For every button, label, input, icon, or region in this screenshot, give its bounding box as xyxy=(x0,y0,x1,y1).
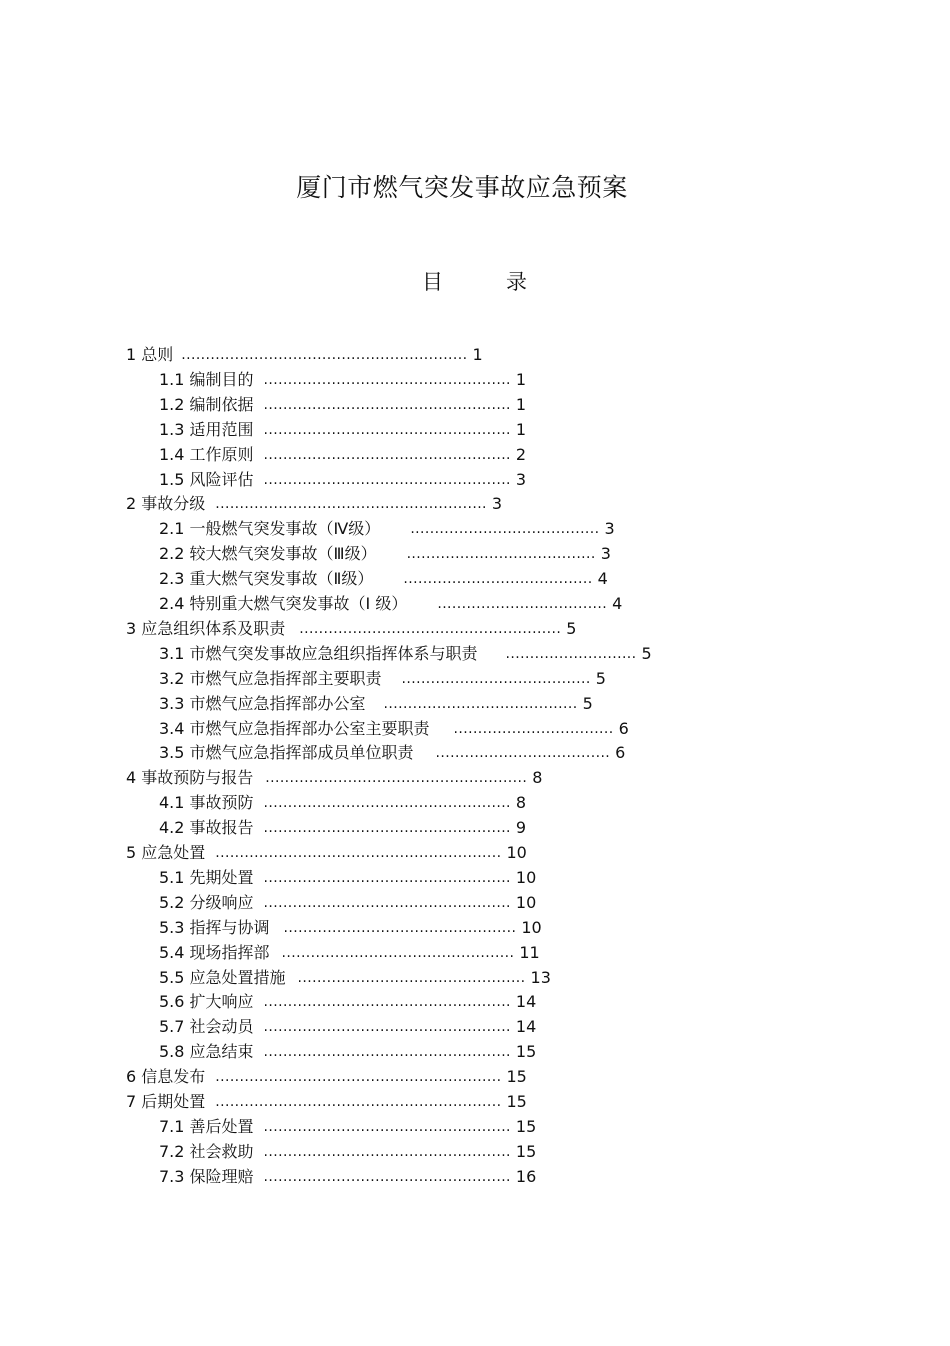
toc-entry-label: 5.4 现场指挥部 xyxy=(159,942,270,962)
toc-chapter[interactable] xyxy=(126,842,527,864)
toc-entry-label: 1.5 风险评估 xyxy=(159,469,254,489)
toc-entry-page: 15 xyxy=(515,1116,537,1136)
toc-entry-page: 10 xyxy=(515,892,537,912)
toc-leader-dots: ........................................................... xyxy=(215,1094,502,1110)
toc-leader-dots: ........................................................ xyxy=(215,496,487,513)
toc-section[interactable] xyxy=(159,419,526,441)
toc-leader-dots: ........................................ xyxy=(383,695,578,712)
toc-leader-dots: ................................................... xyxy=(263,820,511,837)
toc-entry-page: 15 xyxy=(515,1141,537,1161)
toc-entry-label: 2.4 特别重大燃气突发事故（Ⅰ 级） xyxy=(159,594,408,613)
toc-leader-dots: ................................................... xyxy=(263,371,511,388)
toc-section[interactable] xyxy=(159,668,606,690)
toc-leader-dots: ................................................... xyxy=(263,396,511,413)
toc-entry-label: 5 应急处置 xyxy=(126,843,206,862)
toc-section[interactable] xyxy=(159,1016,536,1038)
toc-leader-dots: ................................................... xyxy=(263,421,511,438)
toc-leader-dots: ........................................................... xyxy=(215,1069,502,1086)
toc-leader-dots: ................................................... xyxy=(263,446,511,463)
toc-section[interactable] xyxy=(159,1166,536,1188)
toc-entry-label: 6 信息发布 xyxy=(126,1067,206,1087)
toc-section[interactable] xyxy=(159,942,540,964)
toc-entry-label: 3.2 市燃气应急指挥部主要职责 xyxy=(159,668,382,688)
toc-chapter[interactable] xyxy=(126,767,542,789)
toc-leader-dots: ................................................... xyxy=(263,894,511,911)
toc-entry-label: 2.3 重大燃气突发事故（Ⅱ级） xyxy=(159,569,374,589)
toc-entry-label: 5.8 应急结束 xyxy=(159,1042,254,1062)
toc-leader-dots: ........................................................... xyxy=(181,347,468,363)
toc-leader-dots: ............................................... xyxy=(297,969,526,986)
toc-section[interactable] xyxy=(159,593,622,615)
toc-entry-label: 1.2 编制依据 xyxy=(159,394,254,414)
toc-leader-dots: ................................................... xyxy=(263,1168,511,1185)
toc-entry-label: 1 总则 xyxy=(126,345,174,364)
toc-leader-dots: ................................................... xyxy=(263,1044,511,1061)
toc-entry-label: 4.2 事故报告 xyxy=(159,818,254,838)
toc-entry-label: 7.2 社会救助 xyxy=(159,1141,254,1161)
toc-entry-page: 2 xyxy=(515,444,527,464)
toc-section[interactable] xyxy=(159,892,536,914)
toc-leader-dots: .................................... xyxy=(435,745,611,762)
toc-entry-label: 7.1 善后处置 xyxy=(159,1116,254,1136)
toc-entry-page: 15 xyxy=(515,1042,537,1062)
toc-leader-dots: ........................................................... xyxy=(215,845,502,861)
toc-leader-dots: ....................................... xyxy=(406,546,596,563)
toc-entry-page: 3 xyxy=(515,469,527,489)
toc-entry-page: 1 xyxy=(472,345,483,364)
toc-entry-page: 3 xyxy=(600,544,611,564)
toc-entry-page: 1 xyxy=(515,369,527,389)
toc-entry-page: 14 xyxy=(515,1017,537,1037)
toc-entry-label: 3.3 市燃气应急指挥部办公室 xyxy=(159,693,366,713)
toc-chapter[interactable] xyxy=(126,344,483,366)
toc-entry-page: 15 xyxy=(506,1092,527,1111)
toc-section[interactable] xyxy=(159,991,536,1013)
toc-entry-label: 1.1 编制目的 xyxy=(159,369,254,389)
toc-entry-page: 5 xyxy=(582,693,593,713)
toc-entry-page: 8 xyxy=(532,768,543,788)
toc-leader-dots: ................................................ xyxy=(283,919,517,936)
toc-entry-label: 5.3 指挥与协调 xyxy=(159,917,270,937)
toc-section[interactable] xyxy=(159,792,526,814)
toc-entry-label: 5.5 应急处置措施 xyxy=(159,967,286,987)
toc-chapter[interactable] xyxy=(126,618,576,640)
toc-entry-page: 11 xyxy=(519,942,540,962)
toc-entry-label: 2.1 一般燃气突发事故（Ⅳ级） xyxy=(159,519,381,539)
toc-entry-page: 4 xyxy=(612,594,623,613)
toc-leader-dots: ....................................... xyxy=(401,670,591,687)
toc-section[interactable] xyxy=(159,643,652,665)
toc-entry-label: 5.2 分级响应 xyxy=(159,892,254,912)
toc-entry-label: 5.7 社会动员 xyxy=(159,1017,254,1037)
toc-entry-page: 10 xyxy=(521,917,542,937)
document-title: 厦门市燃气突发事故应急预案 xyxy=(296,173,628,202)
toc-section[interactable] xyxy=(159,742,625,764)
toc-entry-page: 4 xyxy=(597,569,608,589)
toc-entry-page: 1 xyxy=(515,394,527,414)
toc-leader-dots: ................................................... xyxy=(263,994,511,1011)
toc-chapter[interactable] xyxy=(126,1066,527,1088)
toc-section[interactable] xyxy=(159,817,526,839)
toc-heading-right: 录 xyxy=(506,270,527,294)
toc-leader-dots: ................................................... xyxy=(263,795,511,812)
toc-section[interactable] xyxy=(159,518,615,540)
toc-section[interactable] xyxy=(159,369,526,391)
toc-leader-dots: ................................................ xyxy=(281,944,515,961)
toc-entry-label: 3.4 市燃气应急指挥部办公室主要职责 xyxy=(159,718,430,738)
toc-entry-page: 5 xyxy=(641,643,652,663)
toc-section[interactable] xyxy=(159,1116,536,1138)
toc-entry-page: 14 xyxy=(515,992,537,1012)
toc-entry-label: 3 应急组织体系及职责 xyxy=(126,618,286,638)
toc-entry-label: 5.1 先期处置 xyxy=(159,867,254,887)
toc-entry-page: 6 xyxy=(618,718,629,738)
toc-heading-left: 目 xyxy=(422,270,443,294)
toc-entry-page: 9 xyxy=(515,818,527,838)
toc-heading xyxy=(0,266,950,296)
toc-entry-label: 5.6 扩大响应 xyxy=(159,992,254,1012)
toc-section[interactable] xyxy=(159,543,611,565)
toc-entry-label: 2.2 较大燃气突发事故（Ⅲ级） xyxy=(159,544,377,564)
toc-leader-dots: ...................................................... xyxy=(265,770,528,787)
toc-leader-dots: ...................................................... xyxy=(299,620,562,637)
toc-leader-dots: ................................................... xyxy=(263,1118,511,1135)
toc-entry-page: 16 xyxy=(515,1166,537,1186)
toc-section[interactable] xyxy=(159,917,542,939)
toc-section[interactable] xyxy=(159,394,526,416)
toc-leader-dots: ................................................... xyxy=(263,869,511,886)
toc-entry-label: 3.1 市燃气突发事故应急组织指挥体系与职责 xyxy=(159,643,478,663)
toc-entry-label: 1.4 工作原则 xyxy=(159,444,254,464)
toc-section[interactable] xyxy=(159,469,526,491)
toc-leader-dots: ................................................... xyxy=(263,1143,511,1160)
toc-entry-label: 7 后期处置 xyxy=(126,1092,206,1111)
toc-entry-page: 3 xyxy=(491,494,503,514)
toc-section[interactable] xyxy=(159,1141,536,1163)
toc-leader-dots: ................................... xyxy=(437,596,608,612)
toc-section[interactable] xyxy=(159,568,608,590)
toc-entry-page: 1 xyxy=(515,419,527,439)
toc-entry-page: 15 xyxy=(506,1067,527,1087)
toc-entry-page: 5 xyxy=(595,668,606,688)
toc-leader-dots: ................................. xyxy=(453,720,614,737)
toc-entry-label: 2 事故分级 xyxy=(126,494,206,514)
toc-entry-label: 1.3 适用范围 xyxy=(159,419,254,439)
toc-entry-label: 4.1 事故预防 xyxy=(159,793,254,813)
toc-entry-page: 8 xyxy=(515,793,527,813)
toc-leader-dots: ....................................... xyxy=(410,521,600,538)
toc-entry-page: 13 xyxy=(530,967,551,987)
toc-leader-dots: ....................................... xyxy=(403,571,593,588)
toc-entry-page: 5 xyxy=(566,618,577,638)
toc-entry-page: 10 xyxy=(506,843,527,862)
toc-chapter[interactable] xyxy=(126,493,502,515)
toc-section[interactable] xyxy=(159,967,551,989)
toc-entry-label: 3.5 市燃气应急指挥部成员单位职责 xyxy=(159,743,414,763)
toc-entry-page: 6 xyxy=(615,743,626,763)
toc-section[interactable] xyxy=(159,444,526,466)
toc-section[interactable] xyxy=(159,1041,536,1063)
toc-leader-dots: ................................................... xyxy=(263,1019,511,1036)
toc-entry-page: 3 xyxy=(604,519,615,539)
toc-section[interactable] xyxy=(159,718,629,740)
toc-leader-dots: ........................... xyxy=(505,645,637,662)
toc-section[interactable] xyxy=(159,867,536,889)
toc-entry-page: 10 xyxy=(515,867,537,887)
toc-chapter[interactable] xyxy=(126,1091,527,1113)
toc-entry-label: 7.3 保险理赔 xyxy=(159,1166,254,1186)
toc-section[interactable] xyxy=(159,693,593,715)
toc-entry-label: 4 事故预防与报告 xyxy=(126,768,254,788)
toc-leader-dots: ................................................... xyxy=(263,471,511,488)
